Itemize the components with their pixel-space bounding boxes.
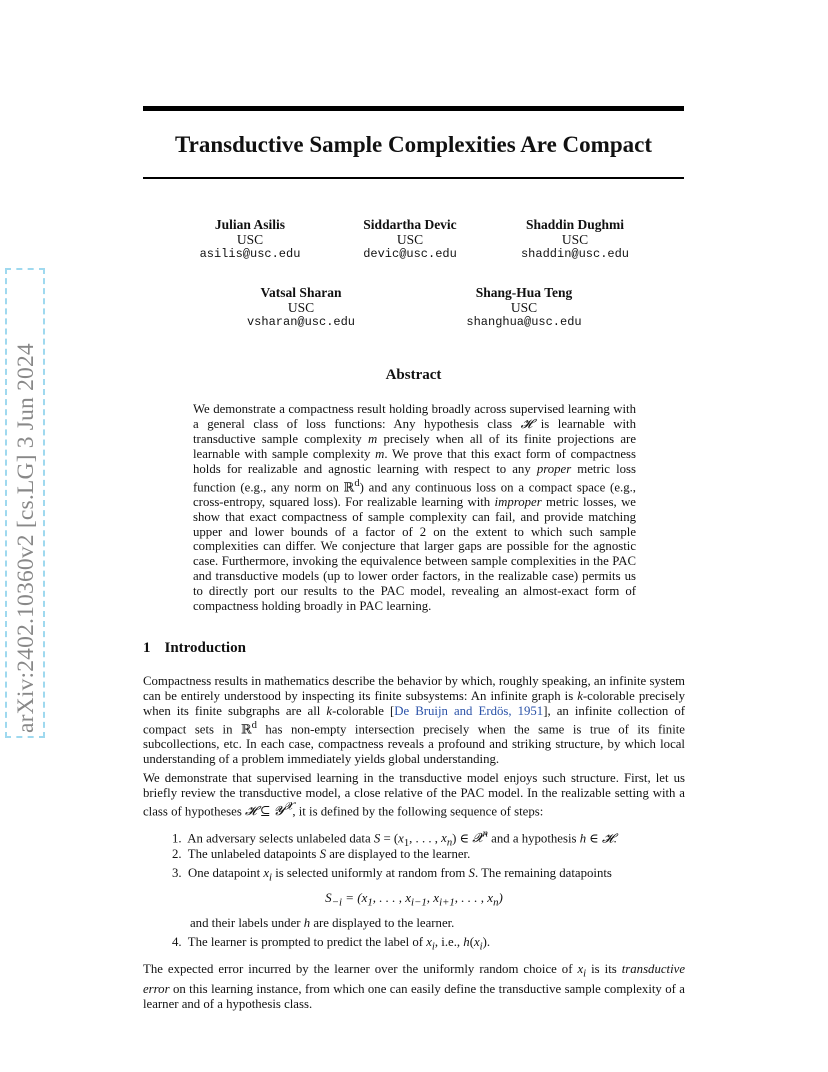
list-item-continuation: and their labels under h are displayed to the learner.: [190, 916, 455, 930]
author-name: Shang-Hua Teng: [475, 285, 573, 300]
section-title: Introduction: [164, 640, 246, 656]
author-affiliation: USC: [287, 300, 315, 315]
author-name: Siddartha Devic: [363, 217, 457, 232]
author-affiliation: USC: [561, 232, 589, 247]
section-number: 1: [143, 640, 151, 656]
author-email: shaddin@usc.edu: [520, 247, 630, 261]
title-rule-top: [143, 106, 684, 111]
author-email: devic@usc.edu: [363, 247, 457, 261]
author-name: Julian Asilis: [214, 217, 286, 232]
author-affiliation: USC: [236, 232, 264, 247]
abstract-heading: Abstract: [385, 367, 442, 383]
list-item: 2. The unlabeled datapoints S are displayed to the learner.: [172, 847, 471, 861]
citation-link[interactable]: De Bruijn and Erdös, 1951: [394, 703, 544, 718]
author-block: [201, 285, 401, 330]
title-rule-bottom: [143, 177, 684, 179]
author-name: Vatsal Sharan: [260, 285, 342, 300]
intro-paragraph-1: Compactness results in mathematics describe the behavior by which, roughly speaking, an infinite system can be entirely understood by inspecting its finite subsystems: An infinite graph is k-colorable precisely when its finite subgraphs are all k-colorable [De Bruijn and Erdös, 1951], an infinite collection of compact sets in ℝ$^d$ has non-empty intersection precisely when the same is true of its finite subcollections, etc. In each case, compactness reveals a profound and striking structure, by which local understanding of a problem immediately yields global understanding.: [143, 674, 686, 766]
list-item: 1. An adversary selects unlabeled data $S = (x_1$, . . . , $x_n$) ∈ 𝓧$^n$ and a hypothesis h ∈ 𝓗.: [172, 829, 617, 849]
author-block: [475, 217, 675, 262]
equation: $S_{-i} = (x_1$, . . . , $x_{i-1}$, $x_{i+1}$, . . . , $x_n$): [325, 890, 503, 909]
list-item: 3. One datapoint $x_i$ is selected uniformly at random from S. The remaining datapoints: [172, 866, 612, 884]
author-email: vsharan@usc.edu: [246, 315, 356, 329]
author-name: Shaddin Dughmi: [526, 217, 624, 232]
arxiv-identifier: arXiv:2402.10360v2 [cs.LG] 3 Jun 2024: [13, 343, 39, 733]
author-email: shanghua@usc.edu: [466, 315, 582, 329]
author-affiliation: USC: [396, 232, 424, 247]
abstract-text: We demonstrate a compactness result holding broadly across supervised learning with a general class of loss functions: Any hypothesis class 𝓗 is learnable with transductive sample complexity m precisely when all of its finite projections are learnable with sample complexity m. We prove that this exact form of compactness holds for realizable and agnostic learning with respect to any proper metric loss function (e.g., any norm on ℝ$^d$) and any continuous loss on a compact space (e.g., cross-entropy, squared loss). For realizable learning with improper metric losses, we show that exact compactness of sample complexity can fail, and provide matching upper and lower bounds of a factor of 2 on the extent to which such sample complexities can differ. We conjecture that larger gaps are possible for the agnostic case. Furthermore, invoking the equivalence between sample complexities in the PAC and transductive models (up to lower order factors, in the realizable case) permits us to directly port our results to the PAC model, revealing an almost-exact form of compactness holding broadly in PAC learning.: [193, 402, 636, 614]
author-affiliation: USC: [510, 300, 538, 315]
section-heading: [143, 640, 246, 657]
author-email: asilis@usc.edu: [199, 247, 301, 261]
author-block: [424, 285, 624, 330]
list-item: 4. The learner is prompted to predict the label of $x_i$, i.e., $h(x_i)$.: [172, 935, 491, 953]
paper-title: Transductive Sample Complexities Are Compact: [174, 132, 652, 157]
intro-paragraph-3: The expected error incurred by the learner over the uniformly random choice of $x_i$ is its transductive error on this learning instance, from which one can easily define the transductive sample complexity of a learner and of a hypothesis class.: [143, 962, 685, 1012]
intro-paragraph-2: We demonstrate that supervised learning in the transductive model enjoys such structure. First, let us briefly review the transductive model, a close relative of the PAC model. In the realizable setting with a class of hypotheses 𝓗 ⊆ 𝓨$^𝓧$, it is defined by the following sequence of steps:: [143, 771, 685, 819]
